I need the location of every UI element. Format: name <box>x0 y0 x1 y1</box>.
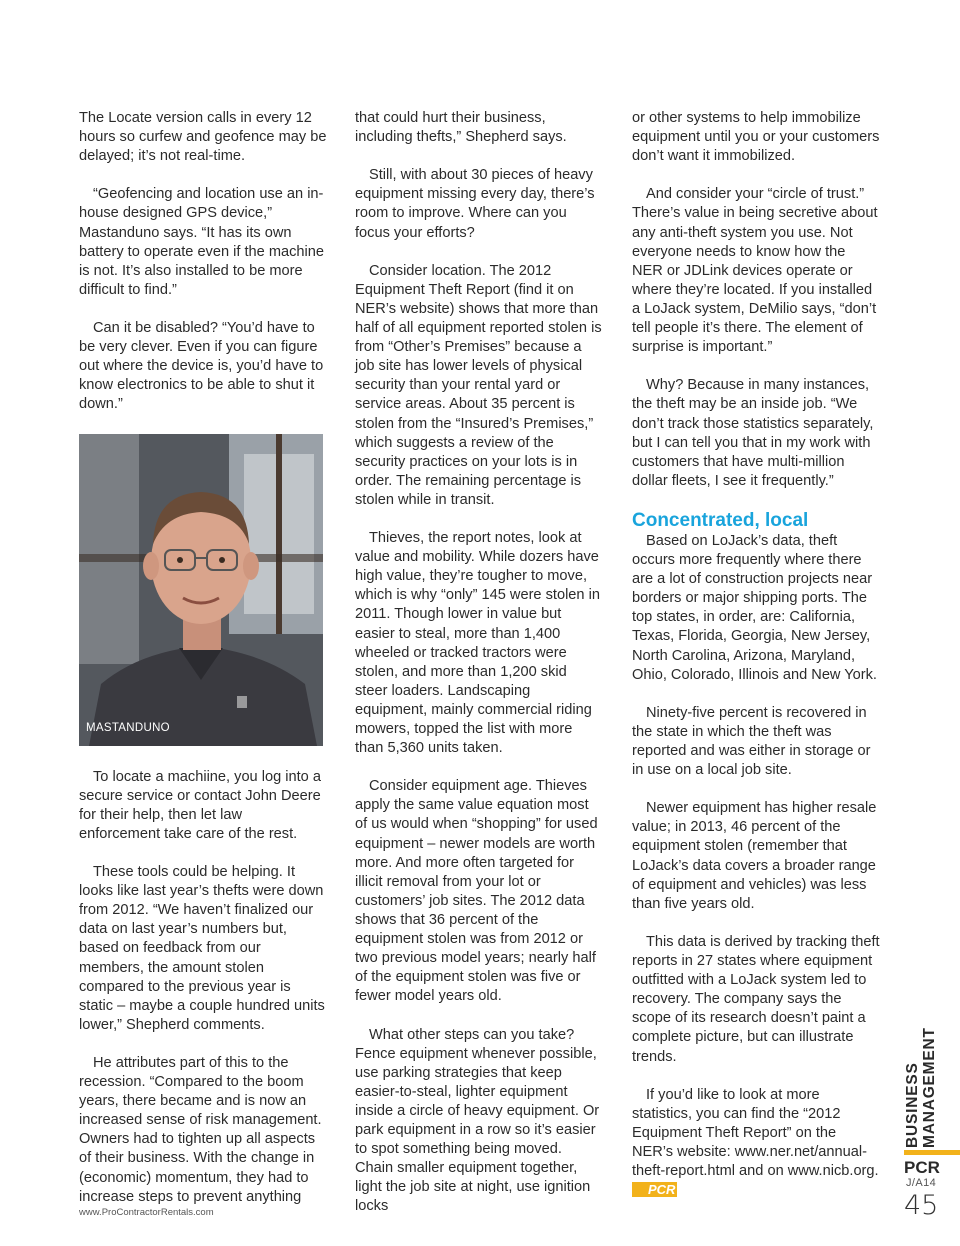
magazine-brand: PCR <box>904 1158 940 1177</box>
accent-bar <box>904 1150 960 1155</box>
photo-caption: MASTANDUNO <box>86 721 170 734</box>
paragraph: Still, with about 30 pieces of heavy equipment missing every day, there’s room to improve. Where can you focus your efforts? <box>355 167 595 241</box>
paragraph: “Geofencing and location use an in-house designed GPS device,” Mastanduno says. “It has its own battery to operate even if the machine is not. It’s also installed to be more difficult to find.” <box>79 186 325 298</box>
paragraph: To locate a machiine, you log into a secure service or contact John Deere for their help, then let law enforcement take care of the rest. <box>79 768 321 842</box>
section-heading: Concentrated, local <box>632 509 809 531</box>
end-mark-logo: PCR <box>632 1182 677 1197</box>
paragraph: Consider location. The 2012 Equipment Theft Report (find it on NER’s website) shows that more than half of all equipment reported stolen is from “Other’s Premises” because a job site has lower levels of physical security than your rental yard or service areas. About 35 percent is stolen from the “Insured’s Premises,” which suggests a review of the security practices on your lots is in order. The remaining percentage is stolen while in transit. <box>355 262 602 508</box>
paragraph: This data is derived by tracking theft reports in 27 states where equipment outfitted with a LoJack system led to recovery. The company says the scope of its research doesn’t paint a complete picture, but can illustrate trends. <box>632 933 880 1065</box>
paragraph <box>632 1086 880 1201</box>
section-label-line1: BUSINESS <box>904 1062 921 1148</box>
paragraph: Ninety-five percent is recovered in the state in which the theft was reported and was either in storage or in use on a local job site. <box>632 704 871 779</box>
paragraph-text: If you’d like to look at more statistics, you can find the “2012 Equipment Theft Report” on the NER’s website: www.ner.net/annual-theft-report.html and on www.nicb.org. <box>632 1086 879 1180</box>
article-column-3 <box>632 109 880 1219</box>
section-label-line2: MANAGEMENT <box>921 1027 938 1148</box>
article-column-2 <box>355 109 603 1236</box>
paragraph: These tools could be helping. It looks like last year’s thefts were down from 2012. “We haven’t finalized our data on last year’s numbers but, based on feedback from our members, the amount stolen compared to the previous year is static – maybe a couple hundred units lower,” Shepherd comments. <box>79 864 325 1033</box>
footer-website: www.ProContractorRentals.com <box>79 1207 214 1218</box>
portrait-illustration <box>79 434 323 746</box>
paragraph: Thieves, the report notes, look at value and mobility. While dozers have high value, they’re tougher to move, which is why “only” 145 were stolen in 2011. Though lower in value but easier to steal, more than 1,400 wheeled or tracked tractors were stolen, and more than 1,200 skid steer loaders. Landscaping equipment, mainly commercial riding mowers, topped the list with more than 5,360 units taken. <box>355 530 600 757</box>
paragraph: What other steps can you take? Fence equipment whenever possible, use parking strategies that keep easier-to-steal, lighter equipment inside a circle of heavy equipment. Or park equipment in a row so it’s easier to spot something being moved. Chain smaller equipment together, light the job site at night, use ignition locks <box>355 1026 600 1215</box>
paragraph: Newer equipment has higher resale value; in 2013, 46 percent of the equipment stolen (remember that LoJack’s data covers a broader range of equipment and vehicles) was less than five years old. <box>632 800 877 912</box>
page-number: 45 <box>904 1190 939 1221</box>
article-column-1 <box>79 109 327 1226</box>
paragraph: He attributes part of this to the recession. “Compared to the boom years, there became and is now an increased sense of risk management. Owners had to tighten up all aspects of their business. With the change in (economic) momentum, they had to increase steps to prevent anything <box>79 1055 322 1205</box>
paragraph: The Locate version calls in every 12 hours so curfew and geofence may be delayed; it’s not real-time. <box>79 110 327 165</box>
paragraph: that could hurt their business, including thefts,” Shepherd says. <box>355 110 567 146</box>
paragraph: or other systems to help immobilize equipment until you or your customers don’t want it immobilized. <box>632 110 880 165</box>
paragraph: Based on LoJack’s data, theft occurs more frequently where there are a lot of construction projects near borders or major shipping ports. The top states, in order, are: California, Texas, Florida, Georgia, New Jersey, North Carolina, Arizona, Maryland, Ohio, Colorado, Illinois and New York. <box>632 532 877 683</box>
paragraph: Why? Because in many instances, the theft may be an inside job. “We don’t track those statistics separately, but I can tell you that in my work with customers that have multi-million dollar fleets, I see it frequently.” <box>632 377 874 489</box>
section-tab <box>904 1016 944 1148</box>
issue-label: J/A14 <box>906 1177 937 1189</box>
paragraph: Can it be disabled? “You’d have to be very clever. Even if you can figure out where the device is, you’d have to know electronics to be able to shut it down.” <box>79 320 324 413</box>
paragraph: Consider equipment age. Thieves apply the same value equation most of us would when “shopping” for used equipment – newer models are worth more. And more often targeted for illicit removal from your lot or customers’ job sites. The 2012 data shows that 36 percent of the equipment stolen was from 2012 or two previous model years; nearly half of the equipment stolen was five or fewer model years old. <box>355 778 598 1005</box>
portrait-photo <box>79 434 323 746</box>
paragraph: And consider your “circle of trust.” There’s value in being secretive about any anti-theft system you use. Not everyone needs to know how the NER or JDLink devices operate or where they’re located. If you installed a LoJack system, DeMilio says, “don’t tell people it’s there. The element of surprise is important.” <box>632 186 878 356</box>
